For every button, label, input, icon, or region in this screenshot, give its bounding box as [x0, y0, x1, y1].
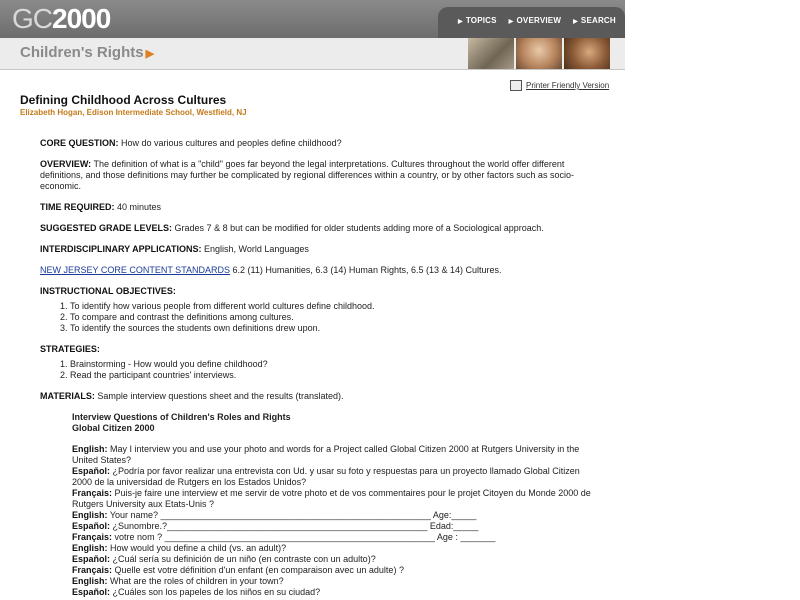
grade-text: Grades 7 & 8 but can be modified for older students adding more of a Sociological approach.	[174, 223, 544, 233]
nav-topics-label: TOPICS	[465, 16, 497, 25]
interview-question	[72, 554, 600, 565]
triangle-right-icon: ▶	[508, 19, 514, 25]
standards	[40, 265, 600, 276]
page-author: Elizabeth Hogan, Edison Intermediate School, Westfield, NJ	[20, 108, 247, 117]
header-photo-1	[468, 38, 514, 69]
overview-label: OVERVIEW:	[40, 159, 92, 169]
interview-text: How would you define a child (vs. an adult)?	[110, 543, 287, 553]
interview-language: Français:	[72, 532, 113, 542]
interview-question	[72, 587, 600, 598]
interview-language: English:	[72, 510, 108, 520]
header-photo-3	[564, 38, 610, 69]
interview-heading	[72, 412, 600, 434]
objectives-label: INSTRUCTIONAL OBJECTIVES:	[40, 286, 176, 296]
interview-text: ¿Cuál sería su definición de un niño (en contraste con un adulto)?	[112, 554, 376, 564]
nav-box	[438, 7, 625, 38]
objectives-heading	[40, 286, 600, 297]
strategies-label: STRATEGIES:	[40, 344, 100, 354]
materials-label: MATERIALS:	[40, 391, 95, 401]
interview-text: Quelle est votre définition d'un enfant (en comparaison avec un adulte) ?	[114, 565, 404, 575]
interview-subtitle: Global Citizen 2000	[72, 423, 155, 433]
interview-question	[72, 510, 600, 521]
interview-question	[72, 466, 600, 488]
interview-language: Español:	[72, 466, 111, 476]
logo-number: 2000	[52, 3, 111, 34]
core-question	[40, 138, 600, 149]
interview-question	[72, 565, 600, 576]
printer-icon[interactable]	[510, 80, 522, 91]
list-item: 1. Brainstorming - How would you define childhood?	[70, 359, 600, 370]
nav-overview-label: OVERVIEW	[516, 16, 562, 25]
printer-friendly	[510, 80, 609, 91]
strategies-list	[40, 359, 600, 381]
lesson-content	[40, 138, 600, 598]
interview-question	[72, 488, 600, 510]
overview	[40, 159, 600, 192]
core-question-text: How do various cultures and peoples define childhood?	[121, 138, 342, 148]
section-title	[20, 44, 154, 61]
interview-text: ¿Cuáles son los papeles de los niños en su ciudad?	[112, 587, 321, 597]
nav-search[interactable]	[573, 16, 616, 25]
time-required	[40, 202, 600, 213]
interview-title: Interview Questions of Children's Roles and Rights	[72, 412, 291, 422]
inter-label: INTERDISCIPLINARY APPLICATIONS:	[40, 244, 202, 254]
list-item: 3. To identify the sources the students own definitions drew upon.	[70, 323, 600, 334]
time-text: 40 minutes	[117, 202, 162, 212]
interview-text: Puis-je faire une interview et me servir de votre photo et de vos commentaires pour le projet Citoyen du Monde 2000 de Rutgers University aux Etats-Unis ?	[72, 488, 591, 509]
grade-label: SUGGESTED GRADE LEVELS:	[40, 223, 173, 233]
arrow-right-icon: ▶	[145, 48, 155, 60]
materials-text: Sample interview questions sheet and the results (translated).	[97, 391, 344, 401]
overview-text: The definition of what is a "child" goes far beyond the legal interpretations. Cultures throughout the world offer different definitions, and those definitions may further be complicated by regional differences within a country, or by other factors such as socio-economic.	[40, 159, 574, 191]
interview-question	[72, 444, 600, 466]
section-title-text: Children's Rights	[20, 44, 144, 61]
time-label: TIME REQUIRED:	[40, 202, 115, 212]
strategies-heading	[40, 344, 600, 355]
grade-levels	[40, 223, 600, 234]
header-photos	[466, 38, 610, 69]
triangle-right-icon: ▶	[573, 19, 578, 25]
interdisciplinary	[40, 244, 600, 255]
interview-question	[72, 576, 600, 587]
objectives-list	[40, 301, 600, 334]
interview-text: ¿Podría por favor realizar una entrevista con Ud. y usar su foto y respuestas para un proyecto llamado Global Citizen 2000 de la universidad de Rutgers en los Estados Unidos?	[72, 466, 580, 487]
interview-language: English:	[72, 444, 108, 454]
interview-text: ¿Sunombre.?____________________________________________________ Edad:_____	[112, 521, 479, 531]
printer-friendly-link[interactable]: Printer Friendly Version	[526, 81, 610, 90]
header-photo-2	[516, 38, 562, 69]
interview-text: What are the roles of children in your town?	[110, 576, 284, 586]
interview-question	[72, 532, 600, 543]
site-logo[interactable]	[12, 3, 110, 35]
interview-text: votre nom ? ______________________________________________________ Age : _______	[114, 532, 496, 542]
materials	[40, 391, 600, 402]
top-nav	[458, 16, 616, 25]
page-title: Defining Childhood Across Cultures	[20, 93, 227, 107]
interview-text: Your name? ______________________________________________________ Age:_____	[109, 510, 477, 520]
interview-question	[72, 543, 600, 554]
interview-language: Français:	[72, 488, 113, 498]
triangle-right-icon: ▶	[458, 19, 463, 25]
header	[0, 0, 800, 38]
core-question-label: CORE QUESTION:	[40, 138, 119, 148]
standards-link[interactable]: NEW JERSEY CORE CONTENT STANDARDS	[40, 265, 231, 275]
interview-block	[72, 412, 600, 598]
interview-text: May I interview you and use your photo and words for a Project called Global Citizen 2000 at Rutgers University in the United States?	[72, 444, 580, 465]
interview-language: English:	[72, 576, 108, 586]
interview-question	[72, 521, 600, 532]
nav-overview[interactable]	[509, 16, 561, 25]
inter-text: English, World Languages	[204, 244, 309, 254]
standards-text: 6.2 (11) Humanities, 6.3 (14) Human Rights, 6.5 (13 & 14) Cultures.	[232, 265, 502, 275]
interview-language: English:	[72, 543, 108, 553]
list-item: 1. To identify how various people from different world cultures define childhood.	[70, 301, 600, 312]
nav-topics[interactable]	[458, 16, 497, 25]
interview-language: Español:	[72, 587, 111, 597]
interview-language: Français:	[72, 565, 113, 575]
interview-questions	[72, 444, 600, 598]
list-item: 2. Read the participant countries' interviews.	[70, 370, 600, 381]
interview-language: Español:	[72, 521, 111, 531]
list-item: 2. To compare and contrast the definitions among cultures.	[70, 312, 600, 323]
logo-prefix: GC	[12, 3, 52, 34]
nav-search-label: SEARCH	[580, 16, 616, 25]
interview-language: Español:	[72, 554, 111, 564]
